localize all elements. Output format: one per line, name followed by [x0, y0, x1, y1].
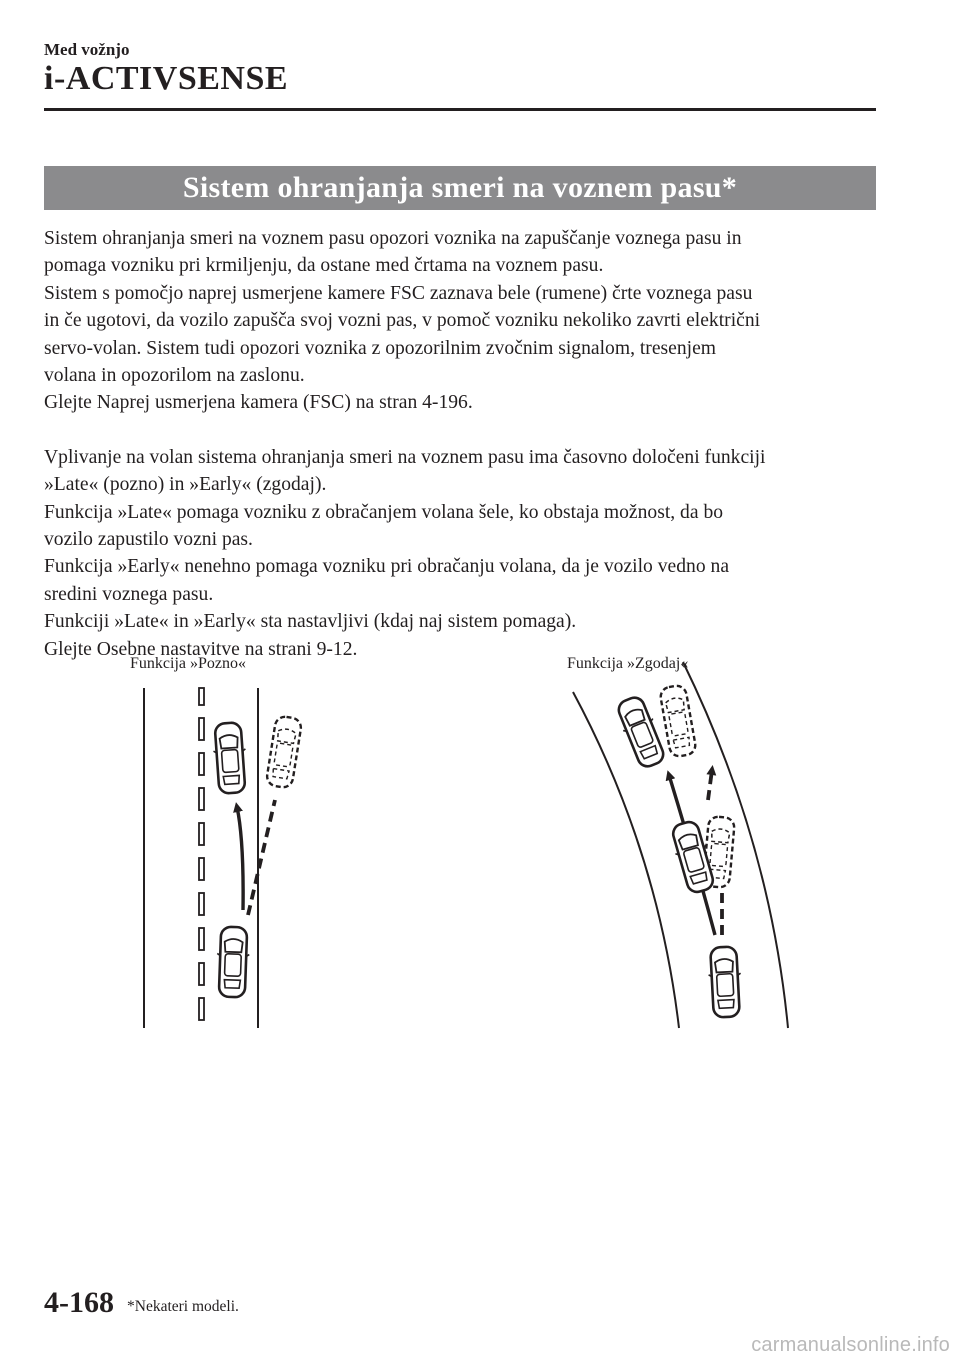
breadcrumb: Med vožnjo — [44, 40, 130, 59]
early-drift-path-2 — [708, 770, 712, 800]
text-line: Sistem ohranjanja smeri na voznem pasu opozori voznika na zapuščanje voznega pasu in — [44, 228, 742, 249]
footnote: *Nekateri modeli. — [127, 1298, 239, 1315]
text-line: Funkcija »Late« pomaga vozniku z obračanjem volana šele, ko obstaja možnost, da bo — [44, 501, 724, 523]
late-car-start — [216, 926, 250, 997]
early-car-top — [613, 694, 669, 771]
text-line: pomaga vozniku pri krmiljenju, da ostane med črtama na voznem pasu. — [44, 255, 604, 277]
early-car-start — [707, 946, 743, 1018]
label-early-function: Funkcija »Zgodaj« — [567, 655, 689, 672]
text-line: Funkcija »Early« nenehno pomaga vozniku pri obračanju volana, da je vozilo vedno na — [44, 556, 730, 578]
text-line: vozilo zapustilo vozni pas. — [44, 529, 253, 551]
text-line: »Late« (pozno) in »Early« (zgodaj). — [44, 474, 327, 496]
label-late-function: Funkcija »Pozno« — [130, 655, 246, 672]
watermark: carmanualsonline.info — [751, 1334, 950, 1356]
lane-center-markings — [199, 688, 204, 1020]
early-car-top-ghost — [659, 684, 697, 757]
late-uncorrected-path — [248, 800, 275, 915]
late-road — [144, 688, 302, 1028]
text-line: Sistem s pomočjo naprej usmerjene kamere FSC zaznava bele (rumene) črte voznega pasu — [44, 282, 753, 304]
late-corrected-path — [237, 807, 243, 910]
text-line: Vplivanje na volan sistema ohranjanja smeri na voznem pasu ima časovno določeni funkciji — [44, 446, 766, 468]
cross-reference-settings: Glejte Osebne nastavitve na strani 9-12. — [44, 638, 358, 660]
text-line: Funkciji »Late« in »Early« sta nastavljivi (kdaj naj sistem pomaga). — [44, 611, 577, 633]
section-title: i-ACTIVSENSE — [44, 60, 289, 97]
text-line: volana in opozorilom na zaslonu. — [44, 365, 305, 387]
late-car-drift-ghost — [266, 715, 303, 788]
page-heading: Sistem ohranjanja smeri na voznem pasu* — [182, 171, 738, 204]
page-number: 4-168 — [44, 1286, 114, 1319]
text-line: servo-volan. Sistem tudi opozori voznika z opozorilnim zvočnim signalom, tresenjem — [44, 337, 717, 359]
early-road — [573, 662, 788, 1028]
text-line: in če ugotovi, da vozilo zapušča svoj vozni pas, v pomoč vozniku nekoliko zavrti električni — [44, 310, 761, 332]
text-line: sredini voznega pasu. — [44, 583, 214, 605]
late-car-corrected — [212, 722, 249, 794]
cross-reference-fsc: Glejte Naprej usmerjena kamera (FSC) na stran 4-196. — [44, 392, 473, 414]
